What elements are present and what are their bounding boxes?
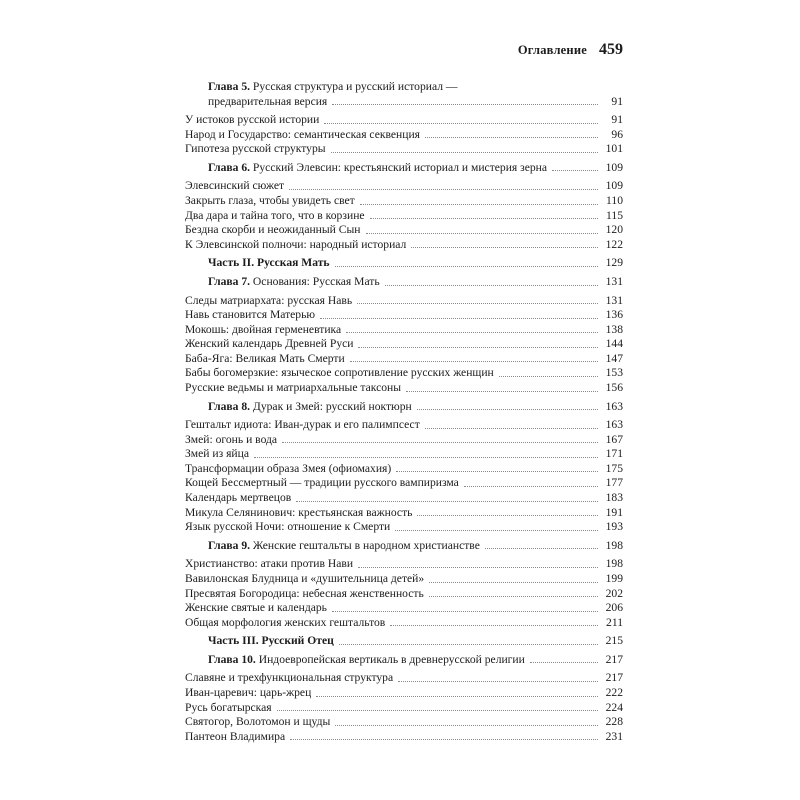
- dot-leader: [335, 724, 598, 726]
- toc-entry: [185, 730, 623, 745]
- toc-page-number: 167: [605, 432, 623, 446]
- toc-entry: [185, 701, 623, 716]
- toc-title: Закрыть глаза, чтобы увидеть свет: [185, 194, 355, 208]
- toc-title: Часть II. Русская Мать: [208, 256, 330, 270]
- toc-page-number: 156: [605, 380, 623, 394]
- toc-page-number: 163: [605, 418, 623, 432]
- toc-page-number: 115: [606, 208, 623, 222]
- page-number: 459: [599, 41, 623, 58]
- toc-page-number: 199: [605, 571, 623, 585]
- dot-leader: [339, 643, 598, 645]
- toc-entry: [185, 616, 623, 631]
- toc-title: Русь богатырская: [185, 700, 272, 714]
- toc-title: Женские святые и календарь: [185, 601, 327, 615]
- dot-leader: [277, 709, 598, 711]
- toc-page-number: 211: [606, 615, 623, 629]
- toc-page-number: 131: [605, 274, 623, 288]
- chapter-label: Глава 8.: [208, 399, 251, 413]
- toc-title: Бездна скорби и неожиданный Сын: [185, 223, 361, 237]
- toc-page-number: 110: [606, 194, 623, 208]
- dot-leader: [296, 500, 598, 502]
- toc-entry: [185, 128, 623, 143]
- dot-leader: [530, 661, 598, 663]
- dot-leader: [429, 595, 598, 597]
- toc-title: Трансформации образа Змея (офиомахия): [185, 461, 392, 475]
- toc-entry: [185, 491, 623, 506]
- toc-title: Язык русской Ночи: отношение к Смерти: [185, 520, 391, 534]
- toc-title: Змей: огонь и вода: [185, 432, 278, 446]
- toc-page-number: 222: [605, 685, 623, 699]
- dot-leader: [417, 408, 598, 410]
- toc-entry: [185, 294, 623, 309]
- toc-entry: [185, 381, 623, 396]
- toc-title: Женский календарь Древней Руси: [185, 337, 354, 351]
- dot-leader: [398, 680, 598, 682]
- toc-page-number: 153: [605, 366, 623, 380]
- toc-entry: [185, 601, 623, 616]
- toc-page-number: 198: [605, 538, 623, 552]
- toc-chapter: [185, 161, 623, 176]
- toc-title: Пресвятая Богородица: небесная женственность: [185, 586, 424, 600]
- toc-page-number: 231: [605, 729, 623, 743]
- dot-leader: [316, 695, 598, 697]
- toc-chapter: [185, 95, 623, 110]
- toc-title: Народ и Государство: семантическая секвенция: [185, 127, 420, 141]
- toc-title: предварительная версия: [208, 94, 328, 108]
- dot-leader: [552, 169, 598, 171]
- toc-entry: [185, 418, 623, 433]
- chapter-label: Глава 6.: [208, 160, 251, 174]
- toc-title: Глава 10. Индоевропейская вертикаль в древнерусской религии: [208, 652, 525, 666]
- toc-page-number: 198: [605, 557, 623, 571]
- toc-page-number: 224: [605, 700, 623, 714]
- toc-title: Следы матриархата: русская Навь: [185, 293, 353, 307]
- toc-page-number: 122: [605, 237, 623, 251]
- toc-page-number: 202: [605, 586, 623, 600]
- toc-title: Микула Селянинович: крестьянская важность: [185, 505, 413, 519]
- toc-title: Русские ведьмы и матриархальные таксоны: [185, 380, 402, 394]
- dot-leader: [324, 122, 598, 124]
- chapter-label: Глава 7.: [208, 274, 251, 288]
- toc-title: Календарь мертвецов: [185, 491, 292, 505]
- dot-leader: [358, 346, 598, 348]
- toc-chapter: [185, 653, 623, 668]
- toc-entry: [185, 572, 623, 587]
- toc-page-number: 91: [611, 94, 623, 108]
- dot-leader: [429, 581, 598, 583]
- toc-title: Общая морфология женских гештальтов: [185, 615, 386, 629]
- toc-title: К Элевсинской полночи: народный историал: [185, 237, 407, 251]
- toc-page-number: 91: [611, 113, 623, 127]
- toc-page-number: 120: [605, 223, 623, 237]
- toc-page-number: 217: [605, 652, 623, 666]
- toc-page-number: 217: [605, 671, 623, 685]
- toc-page-number: 147: [605, 351, 623, 365]
- dot-leader: [346, 331, 598, 333]
- toc-entry: [185, 194, 623, 209]
- dot-leader: [332, 610, 598, 612]
- toc-title: Глава 8. Дурак и Змей: русский ноктюрн: [208, 399, 412, 413]
- running-title: Оглавление: [517, 43, 587, 57]
- toc-title: Славяне и трехфункциональная структура: [185, 671, 394, 685]
- toc-entry: [185, 352, 623, 367]
- dot-leader: [358, 566, 598, 568]
- dot-leader: [320, 317, 598, 319]
- toc-entry: [185, 223, 623, 238]
- dot-leader: [464, 485, 598, 487]
- toc-page-number: 129: [605, 256, 623, 270]
- dot-leader: [396, 470, 598, 472]
- toc-title: Два дара и тайна того, что в корзине: [185, 208, 365, 222]
- dot-leader: [485, 547, 598, 549]
- toc-chapter: [185, 400, 623, 415]
- toc-title: Элевсинский сюжет: [185, 179, 285, 193]
- dot-leader: [370, 217, 598, 219]
- chapter-label: Глава 10.: [208, 652, 256, 666]
- dot-leader: [425, 136, 598, 138]
- table-of-contents: [185, 80, 623, 744]
- toc-entry: [185, 323, 623, 338]
- toc-title: Глава 7. Основания: Русская Мать: [208, 274, 380, 288]
- toc-page-number: 138: [605, 322, 623, 336]
- toc-page-number: 183: [605, 491, 623, 505]
- toc-entry: [185, 671, 623, 686]
- toc-title: Вавилонская Блудница и «душительница детей»: [185, 571, 425, 585]
- toc-title: Кощей Бессмертный — традиции русского вампиризма: [185, 476, 459, 490]
- toc-page-number: 163: [605, 399, 623, 413]
- toc-entry: [185, 557, 623, 572]
- dot-leader: [406, 390, 598, 392]
- toc-chapter: [185, 539, 623, 554]
- dot-leader: [395, 529, 598, 531]
- toc-entry: [185, 462, 623, 477]
- toc-title: Навь становится Матерью: [185, 308, 316, 322]
- toc-page-number: 144: [605, 337, 623, 351]
- toc-title: Змей из яйца: [185, 447, 249, 461]
- toc-page-number: 109: [605, 179, 623, 193]
- toc-entry: [185, 337, 623, 352]
- dot-leader: [254, 456, 598, 458]
- toc-entry: [185, 142, 623, 157]
- toc-chapter: [185, 275, 623, 290]
- toc-entry: [185, 209, 623, 224]
- toc-entry: [185, 238, 623, 253]
- chapter-label: Глава 5.: [208, 80, 251, 93]
- toc-entry: [185, 520, 623, 535]
- toc-entry: [185, 715, 623, 730]
- toc-page-number: 177: [605, 476, 623, 490]
- toc-title: Баба-Яга: Великая Мать Смерти: [185, 351, 345, 365]
- toc-title: Пантеон Владимира: [185, 729, 286, 743]
- toc-title: У истоков русской истории: [185, 113, 320, 127]
- dot-leader: [360, 203, 598, 205]
- toc-part: [185, 634, 623, 649]
- running-header: [518, 41, 623, 59]
- dot-leader: [417, 514, 598, 516]
- toc-page-number: 191: [605, 505, 623, 519]
- dot-leader: [357, 302, 598, 304]
- dot-leader: [385, 284, 598, 286]
- toc-page-number: 101: [605, 142, 623, 156]
- toc-page-number: 206: [605, 601, 623, 615]
- toc-title: Часть III. Русский Отец: [208, 634, 334, 648]
- dot-leader: [425, 427, 598, 429]
- dot-leader: [331, 151, 598, 153]
- toc-title: Иван-царевич: царь-жрец: [185, 685, 312, 699]
- toc-title: Христианство: атаки против Нави: [185, 557, 354, 571]
- toc-title: Гештальт идиота: Иван-дурак и его палимпсест: [185, 418, 420, 432]
- toc-entry: [185, 308, 623, 323]
- toc-page-number: 193: [605, 520, 623, 534]
- chapter-label: Глава 9.: [208, 538, 251, 552]
- toc-entry: [185, 587, 623, 602]
- toc-entry: [185, 179, 623, 194]
- toc-page-number: 131: [605, 293, 623, 307]
- toc-page-number: 215: [605, 634, 623, 648]
- dot-leader: [499, 375, 598, 377]
- toc-page-number: 228: [605, 715, 623, 729]
- toc-title: Святогор, Волотомон и щуды: [185, 715, 331, 729]
- dot-leader: [335, 265, 598, 267]
- toc-page-number: 136: [605, 308, 623, 322]
- dot-leader: [290, 738, 598, 740]
- toc-page-number: 171: [605, 447, 623, 461]
- toc-entry: [185, 433, 623, 448]
- toc-page-number: 109: [605, 160, 623, 174]
- dot-leader: [366, 232, 599, 234]
- dot-leader: [390, 624, 598, 626]
- toc-title: Глава 6. Русский Элевсин: крестьянский историал и мистерия зерна: [208, 160, 548, 174]
- toc-title: Глава 9. Женские гештальты в народном христианстве: [208, 538, 480, 552]
- toc-part: [185, 256, 623, 271]
- dot-leader: [350, 360, 598, 362]
- toc-title: Бабы богомерзкие: языческое сопротивление русских женщин: [185, 366, 494, 380]
- toc-entry: [185, 366, 623, 381]
- toc-page-number: 96: [611, 127, 623, 141]
- dot-leader: [411, 246, 598, 248]
- dot-leader: [332, 103, 598, 105]
- dot-leader: [282, 441, 598, 443]
- toc-entry: [185, 686, 623, 701]
- toc-title: Мокошь: двойная герменевтика: [185, 322, 342, 336]
- toc-entry: [185, 476, 623, 491]
- toc-entry: [185, 506, 623, 521]
- toc-page-number: 175: [605, 461, 623, 475]
- toc-chapter-line: [185, 80, 623, 95]
- chapter-title-line1: Русская структура и русский историал —: [250, 80, 458, 93]
- toc-entry: [185, 113, 623, 128]
- toc-entry: [185, 447, 623, 462]
- dot-leader: [289, 188, 598, 190]
- toc-title: Гипотеза русской структуры: [185, 142, 326, 156]
